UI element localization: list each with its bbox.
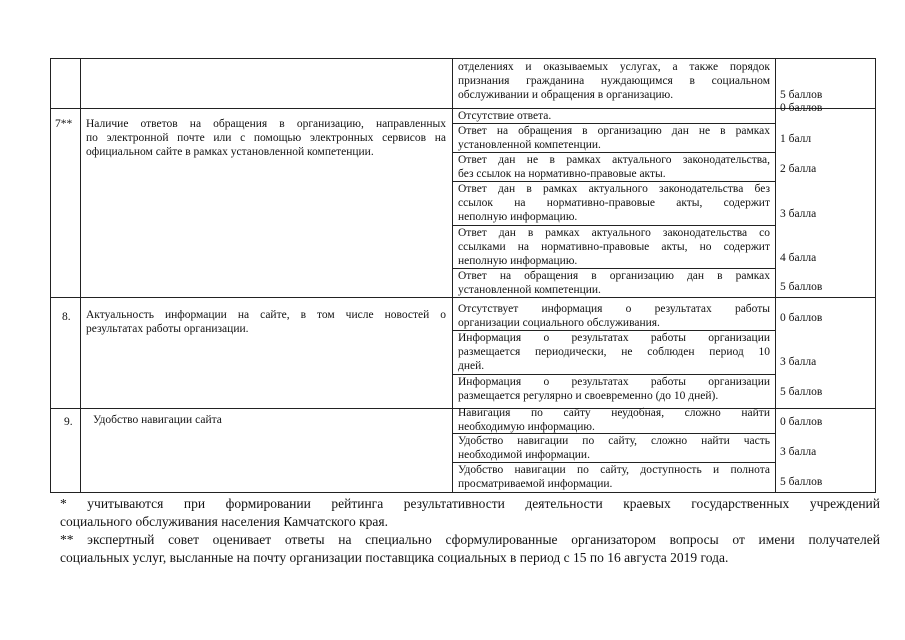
row-8-item-line: размещается регулярно и своевременно (до 10 дней). — [458, 390, 719, 402]
row-9-score: 0 баллов — [780, 416, 823, 428]
row-7-criterion-line: официальном сайте в рамках установленной компетенции. — [86, 146, 374, 158]
row-7-item-line: Ответ дан не в рамках актуального законодательства, — [458, 154, 770, 166]
row-7-item-line: установленной компетенции. — [458, 139, 601, 151]
row-9-item-line: Навигация по сайту неудобная, сложно найти — [458, 407, 770, 419]
row-8-score: 3 балла — [780, 356, 817, 368]
row-7-number: 7** — [55, 118, 73, 130]
table-top-border — [50, 58, 876, 59]
row-8-item-line: Информация о результатах работы организации — [458, 376, 770, 388]
row-8-number: 8. — [62, 311, 71, 323]
score-column-divider — [775, 58, 776, 492]
row-7-item-line: Отсутствие ответа. — [458, 110, 552, 122]
row-7-item-line: Ответ на обращения в организацию дан не в рамках — [458, 125, 770, 137]
row-8-score: 0 баллов — [780, 312, 823, 324]
row-9-criterion-line: Удобство навигации сайта — [93, 414, 222, 426]
table-left-border — [50, 58, 51, 492]
row-8-criterion-line: результатах работы организации. — [86, 323, 249, 335]
row-7-score: 3 балла — [780, 208, 817, 220]
row-7-item-line: Ответ на обращения в организацию дан в рамках — [458, 270, 770, 282]
row-9-score: 3 балла — [780, 446, 817, 458]
row-6-score: 5 баллов — [780, 89, 823, 101]
row-7-score: 5 баллов — [780, 281, 823, 293]
row-9-item-line: необходимую информацию. — [458, 421, 595, 433]
row-6-desc-line: отделениях и оказываемых услугах, а также порядок — [458, 61, 770, 73]
row-9-item-line: необходимой информации. — [458, 449, 590, 461]
footnote-2-line: социальных услуг, высланные на почту организации поставщика социальных в период с 15 по 16 августа 2019 года. — [60, 550, 729, 565]
row-8-item-line: дней. — [458, 360, 485, 372]
row-8-score: 5 баллов — [780, 386, 823, 398]
table-bottom-border — [50, 492, 876, 493]
row-6-desc-line: обслуживании и обращения в организацию. — [458, 89, 674, 101]
row-7-item-line: Ответ дан в рамках актуального законодательства со — [458, 227, 770, 239]
footnote-1-line: * учитываются при формировании рейтинга результативности деятельности краевых государственных учреждений — [60, 496, 880, 511]
row-7-item-line: ссылками на нормативно-правовые акты, но содержит — [458, 241, 770, 253]
row-7-item-line: неполную информацию. — [458, 255, 578, 267]
row-7-score: 4 балла — [780, 252, 817, 264]
footnote-2-line: ** экспертный совет оценивает ответы на специально сформулированные организатором вопросы от имени получателей — [60, 532, 880, 547]
row-8-item-line: организации социального обслуживания. — [458, 317, 660, 329]
row-9-number: 9. — [64, 416, 73, 428]
row-8-item-line: размещается периодически, не соблюден период 10 — [458, 346, 770, 358]
row-8-criterion-line: Актуальность информации на сайте, в том числе новостей о — [86, 309, 446, 321]
row-8-top-border — [50, 297, 876, 298]
row-7-item-line: установленной компетенции. — [458, 284, 601, 296]
row-6-desc-line: признания гражданина нуждающимся в социальном — [458, 75, 770, 87]
num-column-divider — [80, 58, 81, 492]
row-8-item-line: Информация о результатах работы организации — [458, 332, 770, 344]
row-7-item-line: ссылок на нормативно-правовые акты, содержит — [458, 197, 770, 209]
table-right-border — [875, 58, 876, 492]
row-7-item-line: без ссылок на нормативно-правовые акты. — [458, 168, 666, 180]
row-9-item-line: Удобство навигации по сайту, сложно найти часть — [458, 435, 770, 447]
row-7-criterion-line: по электронной почте или с помощью электронных сервисов на — [86, 132, 446, 144]
row-7-criterion-line: Наличие ответов на обращения в организацию, направленных — [86, 118, 446, 130]
row-9-item-line: Удобство навигации по сайту, доступность и полнота — [458, 464, 770, 476]
row-8-item-line: Отсутствует информация о результатах работы — [458, 303, 770, 315]
row-9-item-line: просматриваемой информации. — [458, 478, 613, 490]
footnote-1-line: социального обслуживания населения Камчатского края. — [60, 514, 389, 529]
row-7-score: 1 балл — [780, 133, 812, 145]
row-7-score: 2 балла — [780, 163, 817, 175]
row-7-score: 0 баллов — [780, 102, 823, 114]
row-7-item-line: Ответ дан в рамках актуального законодательства без — [458, 183, 770, 195]
row-7-item-line: неполную информацию. — [458, 211, 578, 223]
row-9-score: 5 баллов — [780, 476, 823, 488]
